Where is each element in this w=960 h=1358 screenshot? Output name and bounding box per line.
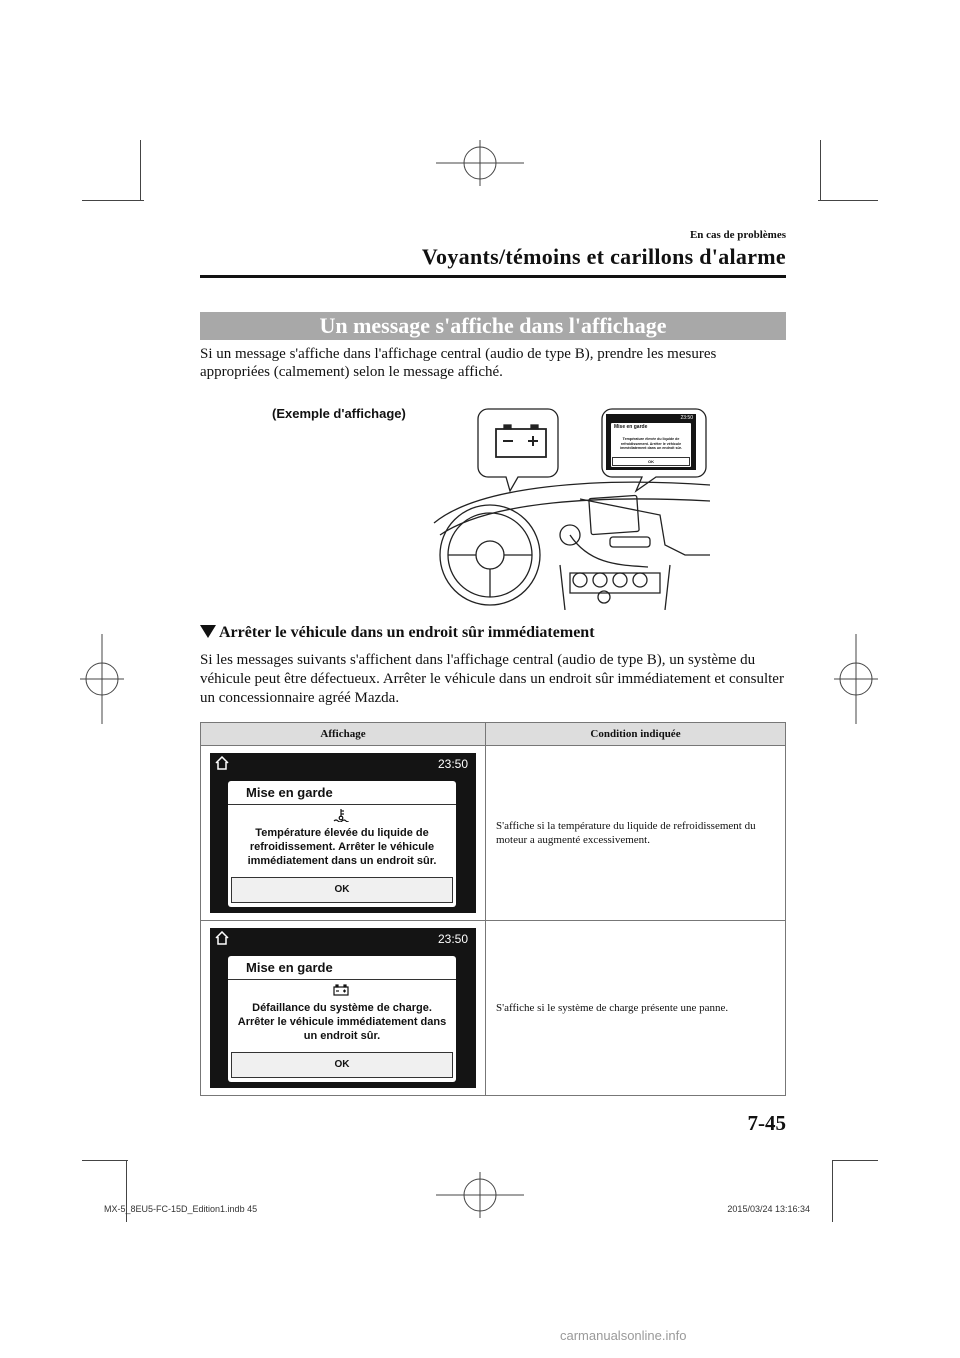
mini-message: Température élevée du liquide de refroidissement. Arrêter le véhicule immédiatement dans un endroit sûr. xyxy=(620,437,682,450)
card-title: Mise en garde xyxy=(246,785,333,800)
warning-screen xyxy=(210,753,476,913)
ok-button[interactable]: OK xyxy=(231,1052,453,1078)
condition-cell: S'affiche si le système de charge présente une panne. xyxy=(486,921,786,1096)
column-header-display: Affichage xyxy=(201,723,486,746)
coolant-temperature-icon xyxy=(332,808,350,822)
header-divider xyxy=(200,275,786,278)
clock-time: 23:50 xyxy=(437,757,468,771)
subsection-title: Arrêter le véhicule dans un endroit sûr immédiatement xyxy=(219,624,595,641)
clock-time: 23:50 xyxy=(437,932,468,946)
warning-card xyxy=(228,956,456,1082)
page-title: Voyants/témoins et carillons d'alarme xyxy=(421,244,786,269)
section-title: Un message s'affiche dans l'affichage xyxy=(200,312,786,340)
display-cell xyxy=(201,921,486,1096)
mini-screen xyxy=(606,414,696,470)
battery-icon xyxy=(496,429,546,457)
mini-time: 23:50 xyxy=(680,415,693,421)
page-number: 7-45 xyxy=(747,1111,786,1135)
footer-date: 2015/03/24 13:16:34 xyxy=(727,1204,810,1214)
footer-file: MX-5_8EU5-FC-15D_Edition1.indb 45 xyxy=(104,1204,258,1214)
home-icon xyxy=(214,931,230,945)
column-header-condition: Condition indiquée xyxy=(486,723,786,746)
card-title: Mise en garde xyxy=(246,960,333,975)
subsection-paragraph: Si les messages suivants s'affichent dans l'affichage central (audio de type B), un système du véhicule peut être défectueux. Arrêter le véhicule dans un endroit sûr immédiatement et consulter un concessionnaire agréé Mazda. xyxy=(200,652,784,706)
subsection-heading xyxy=(200,624,595,642)
header-section-label: En cas de problèmes xyxy=(689,229,786,241)
card-message: Défaillance du système de charge. Arrêter le véhicule immédiatement dans un endroit sûr. xyxy=(237,1002,447,1042)
mini-title: Mise en garde xyxy=(614,424,648,430)
table-header-row xyxy=(201,723,786,746)
conditions-table xyxy=(200,722,786,1096)
card-divider xyxy=(228,804,456,805)
table-row xyxy=(201,746,786,921)
condition-cell: S'affiche si la température du liquide de refroidissement du moteur a augmenté excessivement. xyxy=(486,746,786,921)
home-icon xyxy=(214,756,230,770)
card-message: Température élevée du liquide de refroidissement. Arrêter le véhicule immédiatement dans un endroit sûr. xyxy=(247,827,437,867)
battery-icon xyxy=(332,983,350,997)
table-row xyxy=(201,921,786,1096)
triangle-bullet-icon xyxy=(200,625,216,638)
watermark: carmanualsonline.info xyxy=(560,1328,687,1343)
card-divider xyxy=(228,979,456,980)
example-label: (Exemple d'affichage) xyxy=(272,406,406,421)
warning-screen xyxy=(210,928,476,1088)
display-cell xyxy=(201,746,486,921)
ok-button[interactable]: OK xyxy=(231,877,453,903)
intro-paragraph: Si un message s'affiche dans l'affichage central (audio de type B), prendre les mesures appropriées (calmement) selon le message affiché. xyxy=(200,346,717,380)
mini-card xyxy=(611,423,691,467)
mini-ok: OK xyxy=(612,457,690,466)
warning-card xyxy=(228,781,456,907)
center-display xyxy=(589,495,639,534)
